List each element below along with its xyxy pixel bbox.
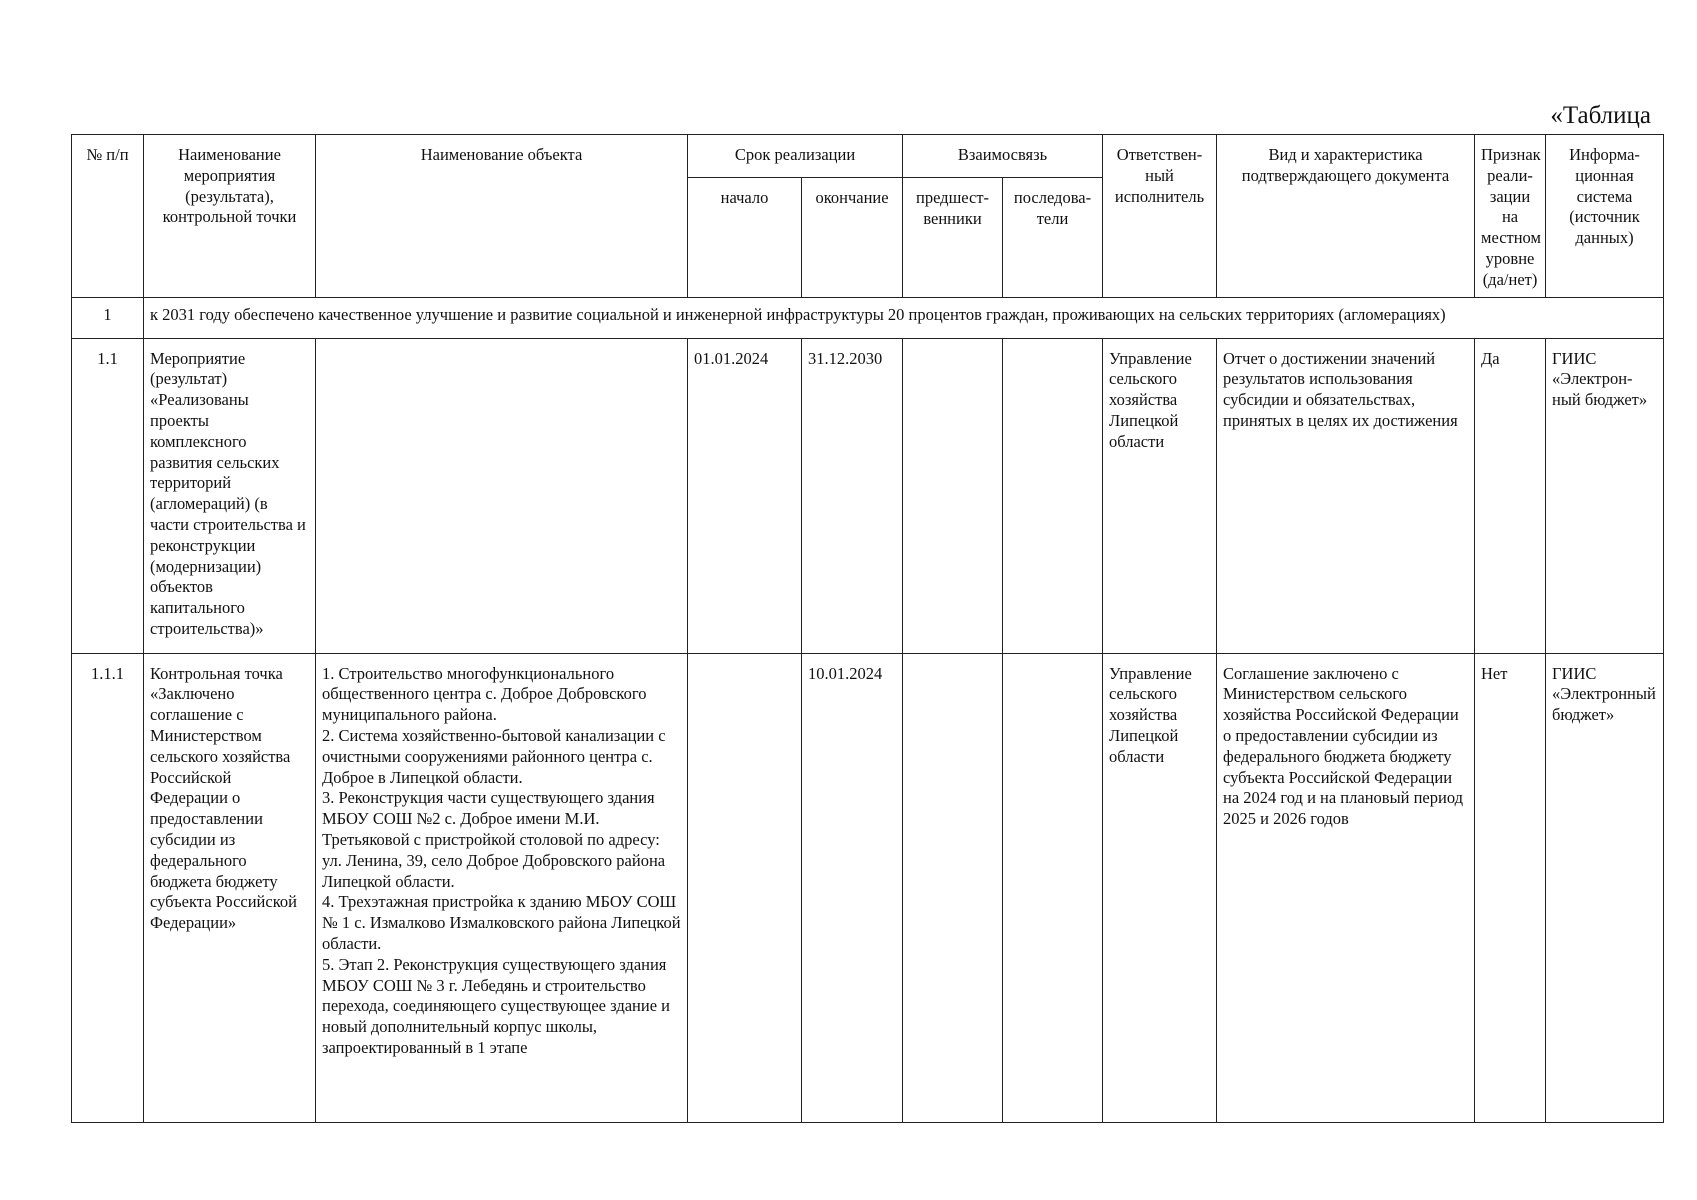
- goal-row: [72, 297, 1664, 338]
- header-link: Взаимосвязь: [903, 135, 1103, 178]
- row-object: [316, 338, 688, 653]
- header-term-start: начало: [688, 178, 802, 297]
- row-object: [316, 653, 688, 1122]
- row-document: Отчет о достижении значений результатов использования субсидии и обязательствах, принятых в целях их достижения: [1217, 338, 1475, 653]
- row-event: Мероприятие (результат) «Реализованы проекты комплексного развития сельских территорий (агломераций) (в части строительства и реконструкции (модернизации) объектов капитального строительства)»: [144, 338, 316, 653]
- header-event: Наименование мероприятия (результата), контрольной точки: [144, 135, 316, 298]
- row-predecessors: [903, 653, 1003, 1122]
- row-event: Контрольная точка «Заключено соглашение с Министерством сельского хозяйства Российской Федерации о предоставлении субсидии из федерального бюджета бюджету субъекта Российской Федерации»: [144, 653, 316, 1122]
- header-responsible: Ответствен-ный исполнитель: [1103, 135, 1217, 298]
- header-predecessors: предшест-венники: [903, 178, 1003, 297]
- header-term-end: окончание: [802, 178, 903, 297]
- row-end: 10.01.2024: [802, 653, 903, 1122]
- object-item: 4. Трехэтажная пристройка к зданию МБОУ СОШ № 1 с. Измалково Измалковского района Липецкой области.: [322, 892, 681, 953]
- table-row: [72, 653, 1664, 1122]
- header-info-system: Информа-ционная система (источник данных): [1546, 135, 1664, 298]
- row-predecessors: [903, 338, 1003, 653]
- row-info-system: ГИИС «Электронный бюджет»: [1546, 653, 1664, 1122]
- table-row: [72, 338, 1664, 653]
- row-responsible: Управление сельского хозяйства Липецкой области: [1103, 653, 1217, 1122]
- row-num: 1.1: [72, 338, 144, 653]
- row-num: 1.1.1: [72, 653, 144, 1122]
- object-item: 2. Система хозяйственно-бытовой канализации с очистными сооружениями районного центра с. Доброе в Липецкой области.: [322, 725, 666, 787]
- table-caption: «Таблица: [1550, 102, 1651, 129]
- row-successors: [1003, 338, 1103, 653]
- row-local-level: Да: [1475, 338, 1546, 653]
- object-item: 3. Реконструкция части существующего здания МБОУ СОШ №2 с. Доброе имени М.И. Третьяковой с пристройкой столовой по адресу: ул. Ленина, 39, село Доброе Добровского района Липецкой области.: [322, 788, 666, 891]
- row-document: Соглашение заключено с Министерством сельского хозяйства Российской Федерации о предоставлении субсидии из федерального бюджета бюджету субъекта Российской Федерации на 2024 год и на плановый период 2025 и 2026 годов: [1217, 653, 1475, 1122]
- header-num: № п/п: [72, 135, 144, 298]
- header-local-level: Признак реали-зации на местном уровне (да/нет): [1475, 135, 1546, 298]
- row-successors: [1003, 653, 1103, 1122]
- measures-table: [71, 134, 1664, 1123]
- row-start: [688, 653, 802, 1122]
- goal-num: 1: [72, 297, 144, 338]
- row-responsible: Управление сельского хозяйства Липецкой области: [1103, 338, 1217, 653]
- header-successors: последова-тели: [1003, 178, 1103, 297]
- header-object: Наименование объекта: [316, 135, 688, 298]
- row-start: 01.01.2024: [688, 338, 802, 653]
- row-info-system: ГИИС «Электрон-ный бюджет»: [1546, 338, 1664, 653]
- row-end: 31.12.2030: [802, 338, 903, 653]
- header-document: Вид и характеристика подтверждающего документа: [1217, 135, 1475, 298]
- object-item: 1. Строительство многофункционального общественного центра с. Доброе Добровского муниципального района.: [322, 663, 647, 725]
- row-local-level: Нет: [1475, 653, 1546, 1122]
- goal-text: к 2031 году обеспечено качественное улучшение и развитие социальной и инженерной инфраструктуры 20 процентов граждан, проживающих на сельских территориях (агломерациях): [144, 297, 1664, 338]
- header-term: Срок реализации: [688, 135, 903, 178]
- object-item: 5. Этап 2. Реконструкция существующего здания МБОУ СОШ № 3 г. Лебедянь и строительство перехода, соединяющего существующее здание и новый дополнительный корпус школы, запроектированный в 1 этапе: [322, 954, 670, 1057]
